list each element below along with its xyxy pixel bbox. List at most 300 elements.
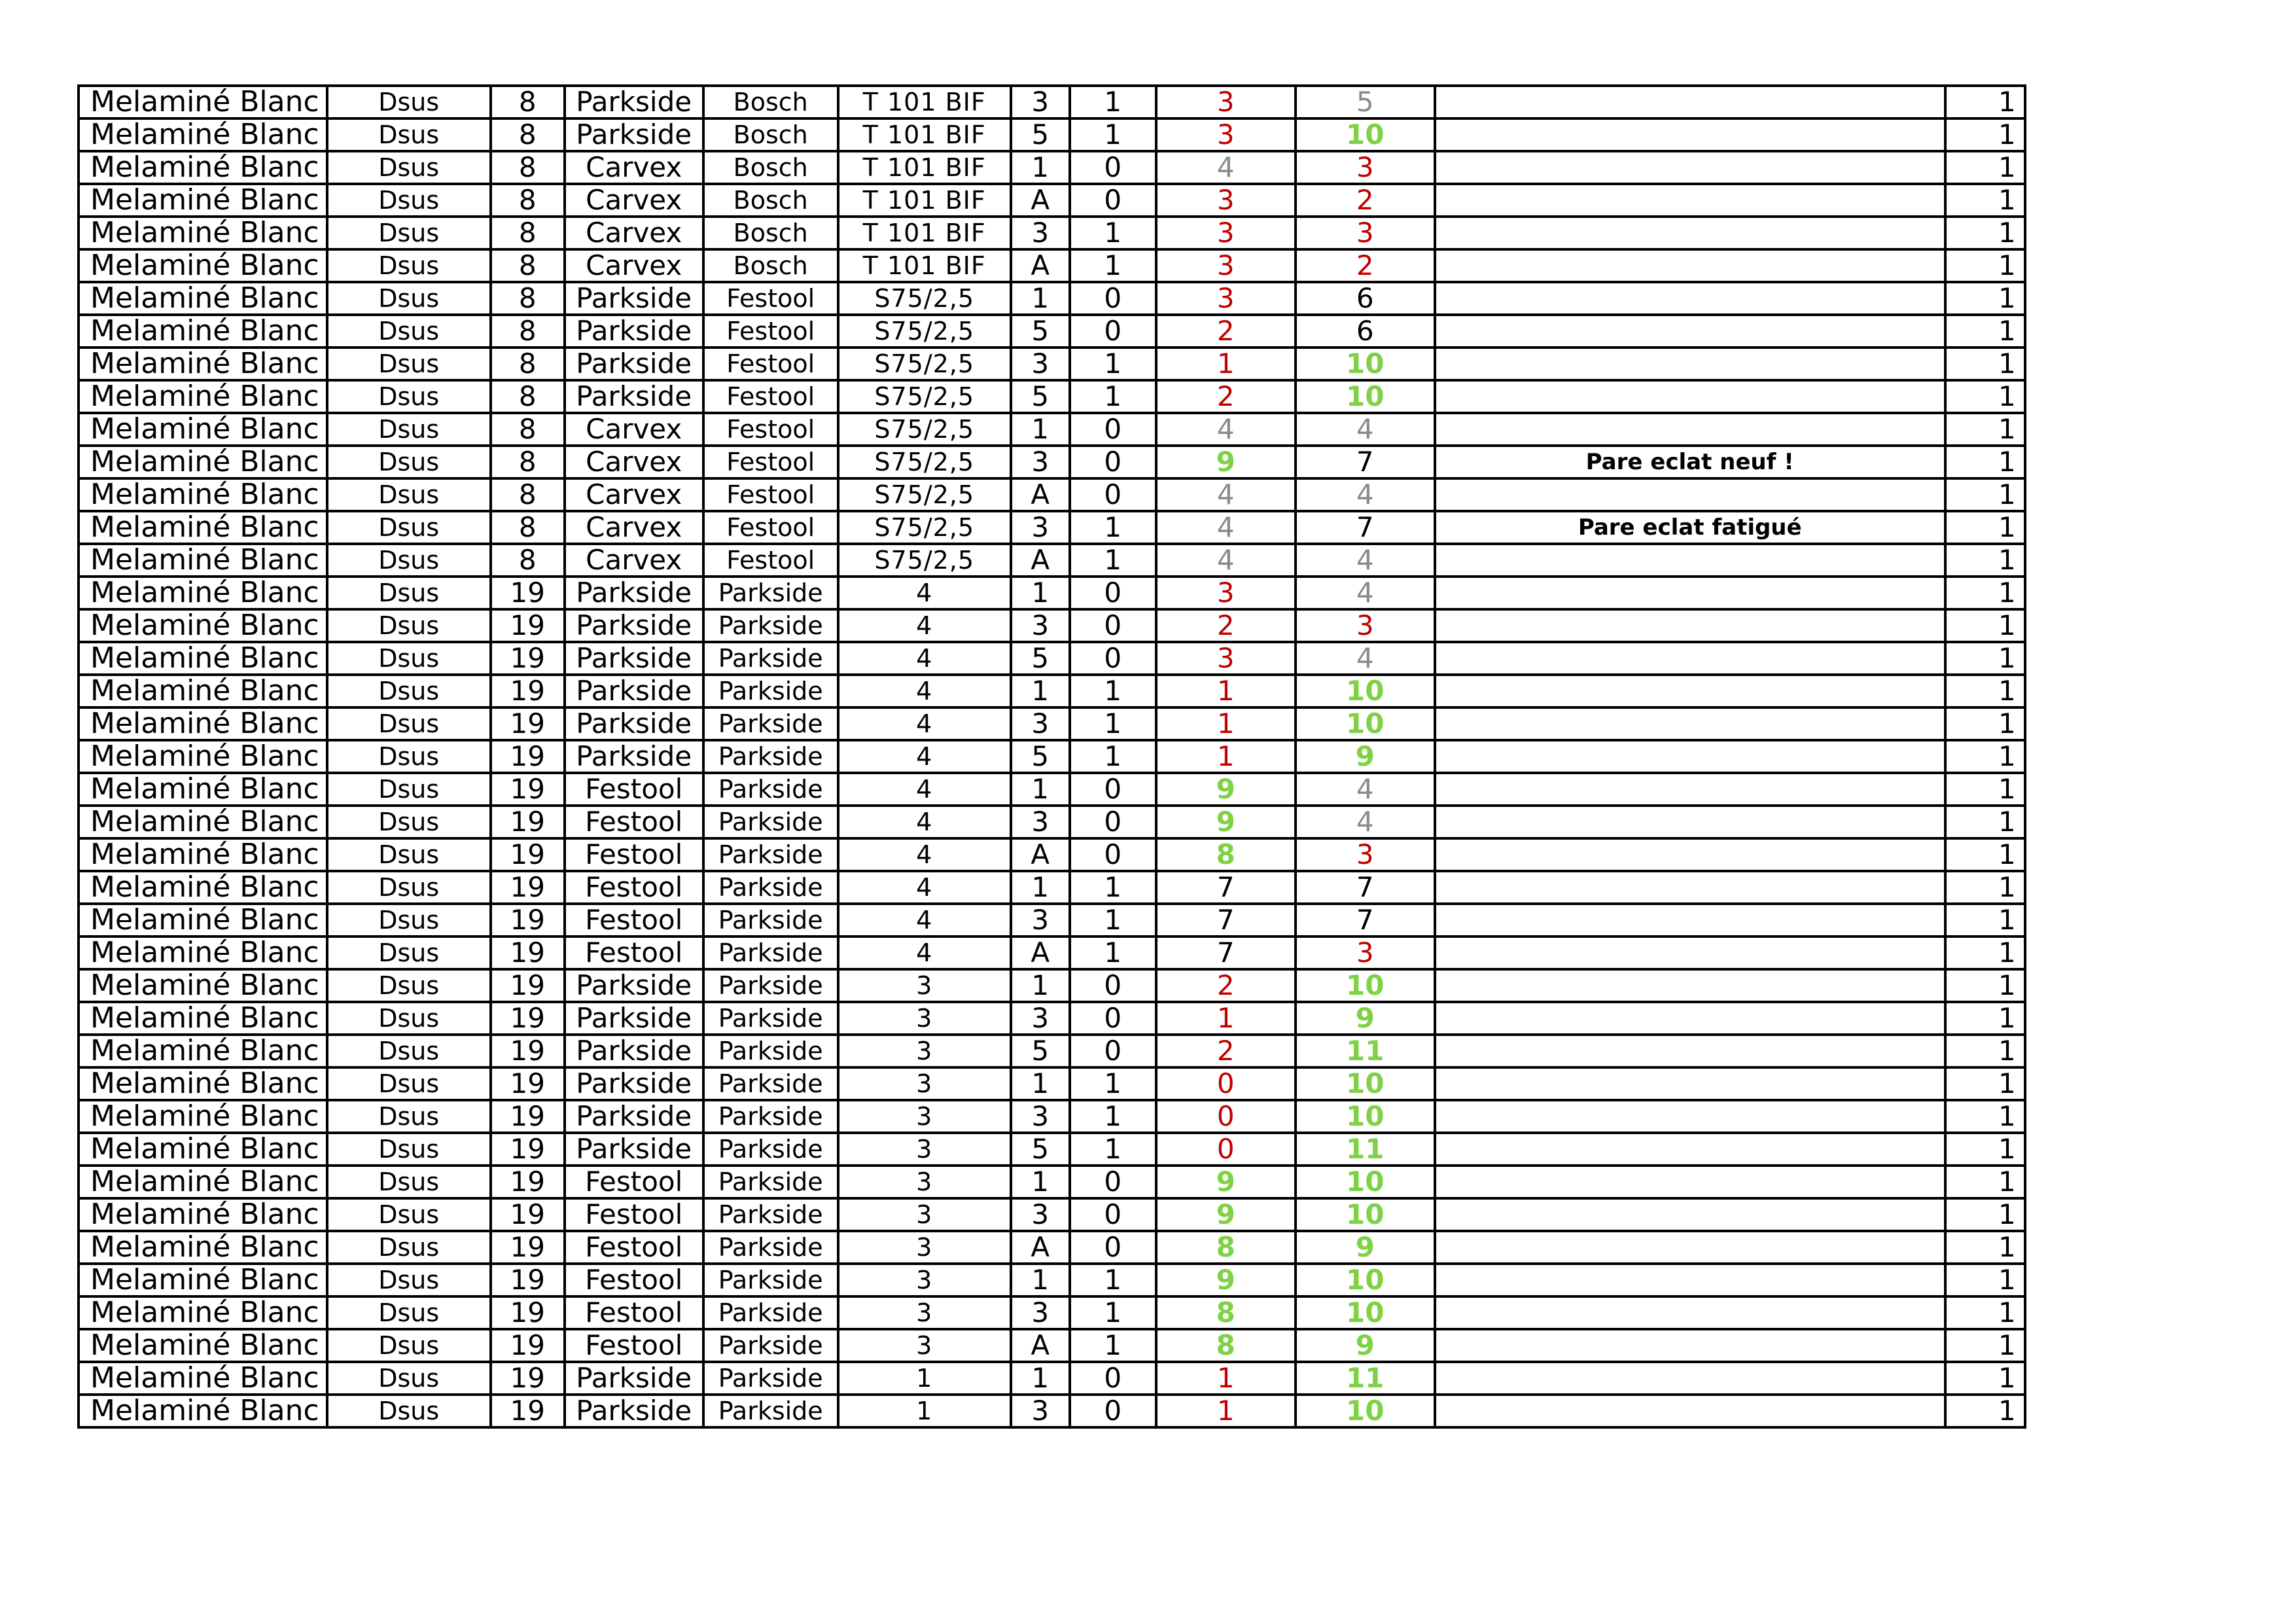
count-cell: 1 xyxy=(1945,936,2025,969)
speed-cell: A xyxy=(1011,249,1070,282)
note-cell xyxy=(1435,184,1945,217)
speed-cell: 5 xyxy=(1011,740,1070,773)
blade-brand-cell: Parkside xyxy=(703,1100,838,1133)
blade-cell: 3 xyxy=(838,1198,1011,1231)
dsus-cell: Dsus xyxy=(327,478,491,511)
saw-cell: Carvex xyxy=(565,478,703,511)
pendulum-cell: 1 xyxy=(1070,544,1156,577)
table-row xyxy=(79,740,2025,773)
score-1-cell: 8 xyxy=(1156,1231,1296,1264)
thickness-cell: 19 xyxy=(491,1002,565,1035)
thickness-cell: 19 xyxy=(491,838,565,871)
count-cell: 1 xyxy=(1945,1100,2025,1133)
table-row xyxy=(79,1035,2025,1067)
speed-cell: 5 xyxy=(1011,118,1070,151)
note-cell xyxy=(1435,413,1945,446)
score-2-cell: 4 xyxy=(1296,806,1435,838)
material-cell: Melaminé Blanc xyxy=(79,413,327,446)
pendulum-cell: 1 xyxy=(1070,740,1156,773)
blade-brand-cell: Parkside xyxy=(703,1329,838,1362)
saw-cell: Carvex xyxy=(565,151,703,184)
blade-brand-cell: Festool xyxy=(703,446,838,478)
score-1-cell: 9 xyxy=(1156,773,1296,806)
speed-cell: 3 xyxy=(1011,86,1070,118)
blade-brand-cell: Parkside xyxy=(703,1296,838,1329)
table-row xyxy=(79,249,2025,282)
table-row xyxy=(79,577,2025,609)
material-cell: Melaminé Blanc xyxy=(79,1329,327,1362)
thickness-cell: 19 xyxy=(491,1035,565,1067)
note-cell xyxy=(1435,1198,1945,1231)
score-2-cell: 3 xyxy=(1296,609,1435,642)
note-cell xyxy=(1435,282,1945,315)
count-cell: 1 xyxy=(1945,380,2025,413)
note-cell xyxy=(1435,773,1945,806)
material-cell: Melaminé Blanc xyxy=(79,348,327,380)
thickness-cell: 8 xyxy=(491,380,565,413)
score-2-cell: 4 xyxy=(1296,577,1435,609)
material-cell: Melaminé Blanc xyxy=(79,1395,327,1427)
score-2-cell: 4 xyxy=(1296,413,1435,446)
note-cell xyxy=(1435,1166,1945,1198)
blade-cell: S75/2,5 xyxy=(838,511,1011,544)
score-1-cell: 2 xyxy=(1156,380,1296,413)
saw-cell: Parkside xyxy=(565,315,703,348)
score-2-cell: 6 xyxy=(1296,282,1435,315)
count-cell: 1 xyxy=(1945,348,2025,380)
blade-brand-cell: Parkside xyxy=(703,642,838,675)
blade-cell: 3 xyxy=(838,1035,1011,1067)
note-cell: Pare eclat fatigué xyxy=(1435,511,1945,544)
score-1-cell: 0 xyxy=(1156,1133,1296,1166)
speed-cell: 1 xyxy=(1011,1067,1070,1100)
blade-brand-cell: Festool xyxy=(703,348,838,380)
blade-cell: 3 xyxy=(838,1067,1011,1100)
score-1-cell: 9 xyxy=(1156,1264,1296,1296)
table-row xyxy=(79,86,2025,118)
score-2-cell: 7 xyxy=(1296,904,1435,936)
score-1-cell: 1 xyxy=(1156,1362,1296,1395)
blade-cell: 1 xyxy=(838,1362,1011,1395)
pendulum-cell: 0 xyxy=(1070,642,1156,675)
blade-brand-cell: Parkside xyxy=(703,904,838,936)
score-1-cell: 3 xyxy=(1156,249,1296,282)
table-row xyxy=(79,707,2025,740)
blade-cell: S75/2,5 xyxy=(838,315,1011,348)
thickness-cell: 8 xyxy=(491,413,565,446)
note-cell xyxy=(1435,806,1945,838)
blade-brand-cell: Festool xyxy=(703,282,838,315)
count-cell: 1 xyxy=(1945,151,2025,184)
saw-cell: Festool xyxy=(565,936,703,969)
pendulum-cell: 1 xyxy=(1070,904,1156,936)
pendulum-cell: 1 xyxy=(1070,1067,1156,1100)
dsus-cell: Dsus xyxy=(327,871,491,904)
speed-cell: 3 xyxy=(1011,806,1070,838)
note-cell xyxy=(1435,969,1945,1002)
dsus-cell: Dsus xyxy=(327,740,491,773)
blade-cell: 3 xyxy=(838,1296,1011,1329)
speed-cell: 3 xyxy=(1011,348,1070,380)
score-2-cell: 9 xyxy=(1296,1329,1435,1362)
material-cell: Melaminé Blanc xyxy=(79,740,327,773)
score-2-cell: 10 xyxy=(1296,348,1435,380)
thickness-cell: 19 xyxy=(491,1362,565,1395)
speed-cell: 1 xyxy=(1011,675,1070,707)
table-row xyxy=(79,1296,2025,1329)
thickness-cell: 8 xyxy=(491,478,565,511)
dsus-cell: Dsus xyxy=(327,1100,491,1133)
dsus-cell: Dsus xyxy=(327,413,491,446)
pendulum-cell: 0 xyxy=(1070,282,1156,315)
note-cell xyxy=(1435,380,1945,413)
note-cell xyxy=(1435,675,1945,707)
count-cell: 1 xyxy=(1945,413,2025,446)
score-1-cell: 2 xyxy=(1156,969,1296,1002)
material-cell: Melaminé Blanc xyxy=(79,969,327,1002)
score-1-cell: 3 xyxy=(1156,184,1296,217)
score-1-cell: 8 xyxy=(1156,1296,1296,1329)
blade-brand-cell: Parkside xyxy=(703,871,838,904)
pendulum-cell: 1 xyxy=(1070,675,1156,707)
note-cell xyxy=(1435,936,1945,969)
pendulum-cell: 0 xyxy=(1070,478,1156,511)
pendulum-cell: 1 xyxy=(1070,380,1156,413)
saw-cell: Festool xyxy=(565,1329,703,1362)
material-cell: Melaminé Blanc xyxy=(79,282,327,315)
thickness-cell: 19 xyxy=(491,1296,565,1329)
blade-cell: T 101 BIF xyxy=(838,217,1011,249)
score-1-cell: 9 xyxy=(1156,446,1296,478)
material-cell: Melaminé Blanc xyxy=(79,446,327,478)
speed-cell: A xyxy=(1011,1329,1070,1362)
thickness-cell: 19 xyxy=(491,871,565,904)
note-cell xyxy=(1435,904,1945,936)
note-cell xyxy=(1435,1296,1945,1329)
blade-cell: 4 xyxy=(838,642,1011,675)
speed-cell: A xyxy=(1011,838,1070,871)
dsus-cell: Dsus xyxy=(327,282,491,315)
speed-cell: 5 xyxy=(1011,315,1070,348)
material-cell: Melaminé Blanc xyxy=(79,577,327,609)
count-cell: 1 xyxy=(1945,806,2025,838)
count-cell: 1 xyxy=(1945,871,2025,904)
score-2-cell: 9 xyxy=(1296,1002,1435,1035)
material-cell: Melaminé Blanc xyxy=(79,380,327,413)
dsus-cell: Dsus xyxy=(327,1035,491,1067)
speed-cell: 1 xyxy=(1011,871,1070,904)
dsus-cell: Dsus xyxy=(327,249,491,282)
thickness-cell: 19 xyxy=(491,1166,565,1198)
blade-brand-cell: Parkside xyxy=(703,1395,838,1427)
saw-cell: Festool xyxy=(565,1198,703,1231)
pendulum-cell: 0 xyxy=(1070,806,1156,838)
note-cell xyxy=(1435,86,1945,118)
blade-cell: T 101 BIF xyxy=(838,118,1011,151)
score-1-cell: 9 xyxy=(1156,1166,1296,1198)
speed-cell: 5 xyxy=(1011,380,1070,413)
note-cell xyxy=(1435,118,1945,151)
blade-brand-cell: Festool xyxy=(703,315,838,348)
score-2-cell: 10 xyxy=(1296,675,1435,707)
table-row xyxy=(79,118,2025,151)
count-cell: 1 xyxy=(1945,446,2025,478)
speed-cell: 1 xyxy=(1011,1362,1070,1395)
table-row xyxy=(79,871,2025,904)
material-cell: Melaminé Blanc xyxy=(79,249,327,282)
score-1-cell: 1 xyxy=(1156,1002,1296,1035)
count-cell: 1 xyxy=(1945,1166,2025,1198)
pendulum-cell: 0 xyxy=(1070,1002,1156,1035)
note-cell xyxy=(1435,707,1945,740)
score-1-cell: 1 xyxy=(1156,348,1296,380)
pendulum-cell: 1 xyxy=(1070,118,1156,151)
count-cell: 1 xyxy=(1945,315,2025,348)
pendulum-cell: 0 xyxy=(1070,1362,1156,1395)
count-cell: 1 xyxy=(1945,86,2025,118)
score-2-cell: 7 xyxy=(1296,871,1435,904)
score-2-cell: 7 xyxy=(1296,511,1435,544)
score-1-cell: 4 xyxy=(1156,413,1296,446)
blade-brand-cell: Parkside xyxy=(703,969,838,1002)
blade-cell: 4 xyxy=(838,675,1011,707)
material-cell: Melaminé Blanc xyxy=(79,1100,327,1133)
score-1-cell: 3 xyxy=(1156,217,1296,249)
table-row xyxy=(79,1198,2025,1231)
material-cell: Melaminé Blanc xyxy=(79,609,327,642)
score-2-cell: 4 xyxy=(1296,478,1435,511)
saw-cell: Parkside xyxy=(565,380,703,413)
dsus-cell: Dsus xyxy=(327,675,491,707)
pendulum-cell: 1 xyxy=(1070,936,1156,969)
speed-cell: 5 xyxy=(1011,1133,1070,1166)
blade-brand-cell: Parkside xyxy=(703,838,838,871)
saw-cell: Parkside xyxy=(565,348,703,380)
note-cell xyxy=(1435,740,1945,773)
saw-cell: Parkside xyxy=(565,1035,703,1067)
table-row xyxy=(79,642,2025,675)
dsus-cell: Dsus xyxy=(327,1264,491,1296)
note-cell xyxy=(1435,1231,1945,1264)
blade-brand-cell: Parkside xyxy=(703,1133,838,1166)
note-cell xyxy=(1435,1362,1945,1395)
material-cell: Melaminé Blanc xyxy=(79,806,327,838)
speed-cell: 1 xyxy=(1011,969,1070,1002)
score-1-cell: 4 xyxy=(1156,544,1296,577)
count-cell: 1 xyxy=(1945,249,2025,282)
dsus-cell: Dsus xyxy=(327,1067,491,1100)
saw-cell: Carvex xyxy=(565,249,703,282)
thickness-cell: 8 xyxy=(491,446,565,478)
speed-cell: 3 xyxy=(1011,217,1070,249)
count-cell: 1 xyxy=(1945,642,2025,675)
score-2-cell: 4 xyxy=(1296,544,1435,577)
saw-cell: Festool xyxy=(565,1166,703,1198)
count-cell: 1 xyxy=(1945,1296,2025,1329)
speed-cell: 1 xyxy=(1011,282,1070,315)
blade-brand-cell: Parkside xyxy=(703,707,838,740)
speed-cell: 5 xyxy=(1011,642,1070,675)
pendulum-cell: 1 xyxy=(1070,86,1156,118)
thickness-cell: 8 xyxy=(491,511,565,544)
blade-brand-cell: Festool xyxy=(703,380,838,413)
score-2-cell: 10 xyxy=(1296,1296,1435,1329)
speed-cell: 3 xyxy=(1011,1198,1070,1231)
thickness-cell: 19 xyxy=(491,707,565,740)
score-2-cell: 4 xyxy=(1296,642,1435,675)
thickness-cell: 19 xyxy=(491,1395,565,1427)
material-cell: Melaminé Blanc xyxy=(79,904,327,936)
dsus-cell: Dsus xyxy=(327,1362,491,1395)
table-row xyxy=(79,1329,2025,1362)
material-cell: Melaminé Blanc xyxy=(79,478,327,511)
material-cell: Melaminé Blanc xyxy=(79,1067,327,1100)
blade-brand-cell: Festool xyxy=(703,544,838,577)
note-cell xyxy=(1435,577,1945,609)
score-1-cell: 7 xyxy=(1156,904,1296,936)
count-cell: 1 xyxy=(1945,969,2025,1002)
dsus-cell: Dsus xyxy=(327,184,491,217)
count-cell: 1 xyxy=(1945,577,2025,609)
material-cell: Melaminé Blanc xyxy=(79,936,327,969)
score-1-cell: 2 xyxy=(1156,315,1296,348)
blade-cell: T 101 BIF xyxy=(838,151,1011,184)
table-row xyxy=(79,184,2025,217)
score-1-cell: 1 xyxy=(1156,1395,1296,1427)
score-2-cell: 5 xyxy=(1296,86,1435,118)
pendulum-cell: 0 xyxy=(1070,1198,1156,1231)
blade-cell: 3 xyxy=(838,969,1011,1002)
table-row xyxy=(79,969,2025,1002)
blade-brand-cell: Parkside xyxy=(703,1067,838,1100)
table-row xyxy=(79,609,2025,642)
blade-cell: 4 xyxy=(838,707,1011,740)
dsus-cell: Dsus xyxy=(327,380,491,413)
speed-cell: A xyxy=(1011,1231,1070,1264)
score-1-cell: 3 xyxy=(1156,118,1296,151)
table-row xyxy=(79,1264,2025,1296)
thickness-cell: 19 xyxy=(491,1329,565,1362)
score-1-cell: 2 xyxy=(1156,1035,1296,1067)
note-cell xyxy=(1435,1264,1945,1296)
blade-brand-cell: Parkside xyxy=(703,1362,838,1395)
thickness-cell: 8 xyxy=(491,348,565,380)
material-cell: Melaminé Blanc xyxy=(79,838,327,871)
note-cell: Pare eclat neuf ! xyxy=(1435,446,1945,478)
score-1-cell: 0 xyxy=(1156,1067,1296,1100)
table-row xyxy=(79,217,2025,249)
saw-cell: Festool xyxy=(565,1264,703,1296)
blade-cell: S75/2,5 xyxy=(838,478,1011,511)
pendulum-cell: 0 xyxy=(1070,151,1156,184)
blade-cell: 4 xyxy=(838,838,1011,871)
count-cell: 1 xyxy=(1945,1395,2025,1427)
score-1-cell: 0 xyxy=(1156,1100,1296,1133)
count-cell: 1 xyxy=(1945,1133,2025,1166)
dsus-cell: Dsus xyxy=(327,217,491,249)
pendulum-cell: 0 xyxy=(1070,969,1156,1002)
score-2-cell: 10 xyxy=(1296,969,1435,1002)
note-cell xyxy=(1435,151,1945,184)
dsus-cell: Dsus xyxy=(327,773,491,806)
thickness-cell: 19 xyxy=(491,1133,565,1166)
count-cell: 1 xyxy=(1945,675,2025,707)
count-cell: 1 xyxy=(1945,184,2025,217)
blade-brand-cell: Parkside xyxy=(703,740,838,773)
blade-cell: 3 xyxy=(838,1329,1011,1362)
material-cell: Melaminé Blanc xyxy=(79,675,327,707)
score-1-cell: 2 xyxy=(1156,609,1296,642)
material-cell: Melaminé Blanc xyxy=(79,1002,327,1035)
dsus-cell: Dsus xyxy=(327,1296,491,1329)
dsus-cell: Dsus xyxy=(327,348,491,380)
thickness-cell: 19 xyxy=(491,1100,565,1133)
material-cell: Melaminé Blanc xyxy=(79,511,327,544)
saw-cell: Parkside xyxy=(565,1133,703,1166)
dsus-cell: Dsus xyxy=(327,151,491,184)
score-2-cell: 3 xyxy=(1296,217,1435,249)
count-cell: 1 xyxy=(1945,544,2025,577)
material-cell: Melaminé Blanc xyxy=(79,1133,327,1166)
speed-cell: 3 xyxy=(1011,904,1070,936)
pendulum-cell: 0 xyxy=(1070,1231,1156,1264)
saw-cell: Parkside xyxy=(565,642,703,675)
note-cell xyxy=(1435,315,1945,348)
dsus-cell: Dsus xyxy=(327,577,491,609)
table-row xyxy=(79,413,2025,446)
blade-brand-cell: Parkside xyxy=(703,577,838,609)
blade-brand-cell: Bosch xyxy=(703,118,838,151)
count-cell: 1 xyxy=(1945,609,2025,642)
note-cell xyxy=(1435,838,1945,871)
blade-brand-cell: Festool xyxy=(703,413,838,446)
pendulum-cell: 0 xyxy=(1070,577,1156,609)
score-2-cell: 10 xyxy=(1296,1100,1435,1133)
note-cell xyxy=(1435,478,1945,511)
saw-cell: Carvex xyxy=(565,413,703,446)
saw-cell: Parkside xyxy=(565,1002,703,1035)
material-cell: Melaminé Blanc xyxy=(79,871,327,904)
dsus-cell: Dsus xyxy=(327,315,491,348)
blade-cell: 4 xyxy=(838,806,1011,838)
material-cell: Melaminé Blanc xyxy=(79,773,327,806)
blade-brand-cell: Parkside xyxy=(703,1002,838,1035)
blade-cell: 4 xyxy=(838,773,1011,806)
note-cell xyxy=(1435,1067,1945,1100)
speed-cell: 3 xyxy=(1011,1296,1070,1329)
score-1-cell: 1 xyxy=(1156,675,1296,707)
blade-cell: S75/2,5 xyxy=(838,348,1011,380)
table-row xyxy=(79,511,2025,544)
saw-cell: Parkside xyxy=(565,577,703,609)
saw-cell: Parkside xyxy=(565,86,703,118)
blade-cell: 4 xyxy=(838,871,1011,904)
pendulum-cell: 0 xyxy=(1070,184,1156,217)
table-row xyxy=(79,1231,2025,1264)
score-2-cell: 10 xyxy=(1296,1166,1435,1198)
blade-brand-cell: Bosch xyxy=(703,151,838,184)
count-cell: 1 xyxy=(1945,740,2025,773)
thickness-cell: 19 xyxy=(491,969,565,1002)
table-row xyxy=(79,1133,2025,1166)
score-2-cell: 11 xyxy=(1296,1362,1435,1395)
saw-cell: Parkside xyxy=(565,609,703,642)
material-cell: Melaminé Blanc xyxy=(79,315,327,348)
note-cell xyxy=(1435,1133,1945,1166)
thickness-cell: 8 xyxy=(491,217,565,249)
thickness-cell: 8 xyxy=(491,118,565,151)
dsus-cell: Dsus xyxy=(327,1133,491,1166)
